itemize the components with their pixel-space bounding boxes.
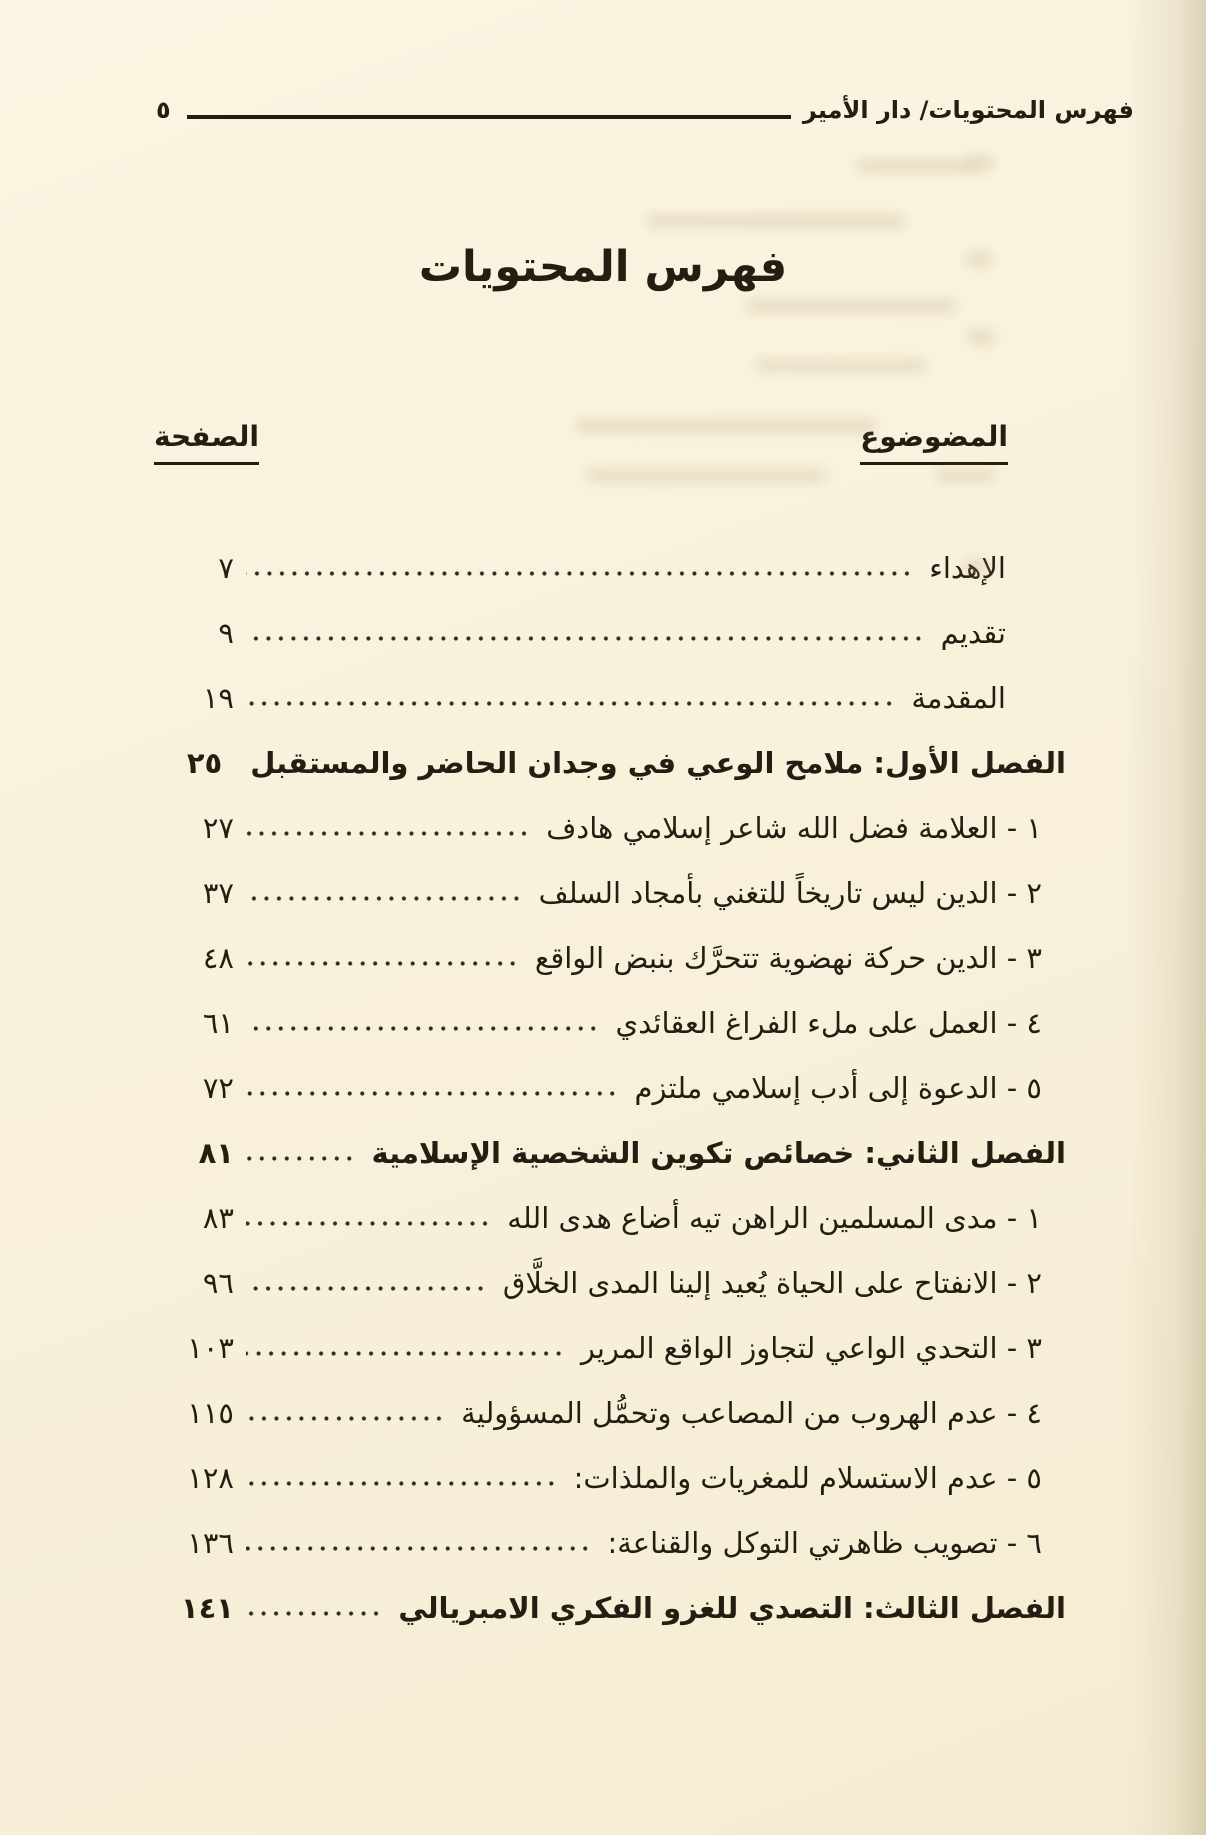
toc-entry-page-number: ٢٧	[202, 811, 234, 845]
toc-row	[158, 941, 1066, 975]
running-head-text: فهرس المحتويات/ دار الأمير	[802, 96, 1134, 124]
toc-entry-label: ٤ - عدم الهروب من المصاعب وتحمُّل المسؤولية	[461, 1396, 1042, 1430]
page-title: فهرس المحتويات	[418, 242, 788, 292]
toc-row	[158, 1331, 1066, 1365]
dot-leader	[246, 1144, 356, 1173]
dot-leader	[246, 559, 913, 588]
ghost-mark	[968, 330, 994, 344]
ghost-mark	[746, 300, 956, 312]
column-header-page: الصفحة	[154, 420, 259, 465]
toc-entry-page-number: ١١٥	[187, 1396, 234, 1430]
dot-leader	[246, 1274, 487, 1303]
toc-entry-label: ٢ - الدين ليس تاريخاً للتغني بأمجاد السلف	[538, 876, 1042, 910]
toc-row	[158, 746, 1066, 780]
toc-entry-page-number: ٧٢	[202, 1071, 234, 1105]
toc-entry-label: ١ - مدى المسلمين الراهن تيه أضاع هدى الله	[507, 1201, 1042, 1235]
ghost-mark	[968, 156, 994, 170]
toc-entry-page-number: ١٩	[202, 681, 234, 715]
toc-entry-label: الفصل الأول: ملامح الوعي في وجدان الحاضر والمستقبل	[250, 746, 1066, 780]
dot-leader	[246, 1534, 591, 1563]
toc-entry-page-number: ٩	[218, 616, 234, 650]
dot-leader	[246, 1404, 445, 1433]
toc-row	[158, 1201, 1066, 1235]
toc-row	[158, 551, 1066, 585]
toc-row	[158, 1526, 1066, 1560]
toc-entry-label: الفصل الثاني: خصائص تكوين الشخصية الإسلامية	[371, 1136, 1066, 1170]
toc-entry-page-number: ١٢٨	[187, 1461, 234, 1495]
toc-entry-label: ٤ - العمل على ملء الفراغ العقائدي	[615, 1006, 1042, 1040]
ghost-mark	[756, 360, 926, 371]
toc-entry-page-number: ٨٣	[202, 1201, 234, 1235]
toc-entry-label: ٥ - الدعوة إلى أدب إسلامي ملتزم	[634, 1071, 1042, 1105]
dot-leader	[246, 1014, 600, 1043]
ghost-mark	[936, 470, 996, 481]
toc-entry-page-number: ١٣٦	[187, 1526, 234, 1560]
dot-leader	[246, 1469, 558, 1498]
toc-row	[158, 811, 1066, 845]
dot-leader	[246, 689, 895, 718]
toc-list	[0, 551, 1206, 1625]
running-head-rule	[187, 115, 791, 119]
toc-row	[158, 876, 1066, 910]
column-header-subject: المضوضوع	[860, 420, 1008, 465]
toc-row	[158, 1396, 1066, 1430]
toc-row	[158, 1071, 1066, 1105]
ghost-mark	[646, 215, 906, 227]
toc-row	[158, 1591, 1066, 1625]
dot-leader	[246, 1209, 491, 1238]
toc-entry-page-number: ٩٦	[202, 1266, 234, 1300]
toc-entry-label: ٦ - تصويب ظاهرتي التوكل والقناعة:	[607, 1526, 1042, 1560]
toc-entry-label: تقديم	[940, 616, 1006, 650]
toc-row	[158, 1266, 1066, 1300]
toc-entry-label: ١ - العلامة فضل الله شاعر إسلامي هادف	[546, 811, 1042, 845]
toc-row	[158, 1136, 1066, 1170]
toc-entry-page-number: ١٤١	[180, 1591, 234, 1625]
toc-entry-page-number: ٨١	[198, 1136, 234, 1170]
dot-leader	[246, 1339, 565, 1368]
toc-entry-page-number: ١٠٣	[187, 1331, 234, 1365]
toc-entry-label: الفصل الثالث: التصدي للغزو الفكري الامبريالي	[398, 1591, 1066, 1625]
running-head-page-number: ٥	[156, 96, 171, 124]
toc-entry-label: المقدمة	[911, 681, 1006, 715]
toc-entry-page-number: ٧	[218, 551, 234, 585]
dot-leader	[246, 949, 519, 978]
toc-entry-label: ٣ - التحدي الواعي لتجاوز الواقع المرير	[580, 1331, 1042, 1365]
toc-entry-label: ٣ - الدين حركة نهضوية تتحرَّك بنبض الواقع	[534, 941, 1042, 975]
toc-entry-page-number: ٦١	[202, 1006, 234, 1040]
dot-leader	[246, 819, 530, 848]
toc-row	[158, 1006, 1066, 1040]
dot-leader	[246, 1079, 619, 1108]
dot-leader	[246, 1599, 382, 1628]
toc-entry-label: ٢ - الانفتاح على الحياة يُعيد إلينا المدى الخلَّاق	[502, 1266, 1042, 1300]
dot-leader	[246, 884, 523, 913]
toc-row	[158, 1461, 1066, 1495]
ghost-mark	[586, 470, 826, 481]
ghost-mark	[856, 160, 976, 172]
column-headers	[0, 420, 1206, 465]
toc-entry-page-number: ٢٥	[186, 746, 223, 780]
toc-entry-label: الإهداء	[929, 551, 1006, 585]
toc-row	[158, 616, 1066, 650]
toc-entry-page-number: ٤٨	[202, 941, 234, 975]
toc-entry-page-number: ٣٧	[202, 876, 234, 910]
running-head	[0, 0, 1206, 124]
toc-row	[158, 681, 1066, 715]
dot-leader	[246, 624, 925, 653]
toc-entry-label: ٥ - عدم الاستسلام للمغريات والملذات:	[573, 1461, 1042, 1495]
